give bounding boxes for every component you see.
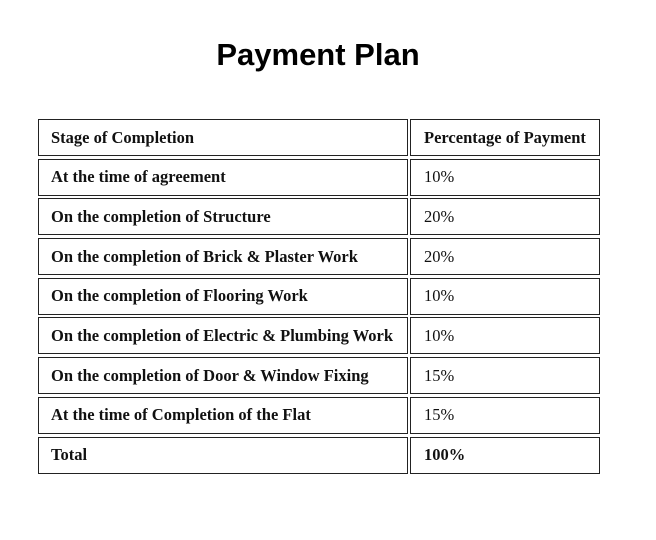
percentage-cell: 10% <box>410 159 600 196</box>
table-row <box>38 317 600 354</box>
stage-cell: On the completion of Flooring Work <box>38 278 408 315</box>
table-header-row <box>38 119 600 156</box>
header-percentage-of-payment: Percentage of Payment <box>410 119 600 156</box>
percentage-cell: 10% <box>410 278 600 315</box>
table-row <box>38 357 600 394</box>
table-total-row <box>38 437 600 474</box>
page-title: Payment Plan <box>216 37 420 72</box>
stage-cell: On the completion of Door & Window Fixing <box>38 357 408 394</box>
stage-cell: On the completion of Structure <box>38 198 408 235</box>
total-label: Total <box>38 437 408 474</box>
total-percentage: 100% <box>410 437 600 474</box>
table-row <box>38 238 600 275</box>
table-row <box>38 159 600 196</box>
stage-cell: On the completion of Brick & Plaster Work <box>38 238 408 275</box>
percentage-cell: 15% <box>410 397 600 434</box>
stage-cell: At the time of agreement <box>38 159 408 196</box>
table-row <box>38 198 600 235</box>
stage-cell: At the time of Completion of the Flat <box>38 397 408 434</box>
stage-cell: On the completion of Electric & Plumbing Work <box>38 317 408 354</box>
payment-plan-table <box>38 119 600 476</box>
header-stage-of-completion: Stage of Completion <box>38 119 408 156</box>
table-row <box>38 278 600 315</box>
percentage-cell: 15% <box>410 357 600 394</box>
percentage-cell: 20% <box>410 198 600 235</box>
percentage-cell: 20% <box>410 238 600 275</box>
table-row <box>38 397 600 434</box>
percentage-cell: 10% <box>410 317 600 354</box>
